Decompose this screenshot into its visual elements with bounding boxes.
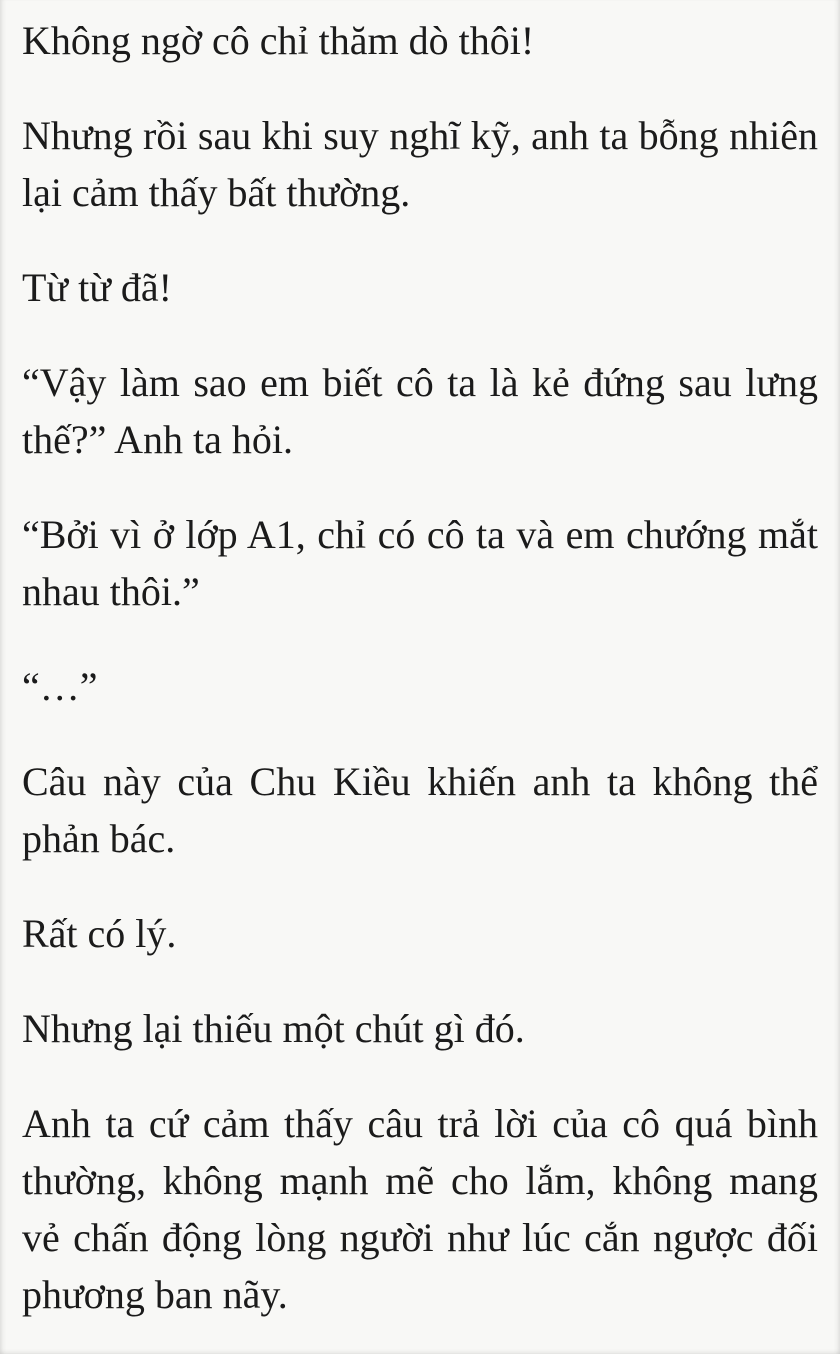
paragraph: Nhưng lại thiếu một chút gì đó. bbox=[22, 1006, 525, 1051]
paragraph: Anh ta cứ cảm thấy câu trả lời của cô quá bình thường, không mạnh mẽ cho lắm, không mang vẻ chấn động lòng người như lúc cắn ngược đối phương ban nãy. bbox=[22, 1101, 818, 1317]
paragraph: Nhưng rồi sau khi suy nghĩ kỹ, anh ta bỗng nhiên lại cảm thấy bất thường. bbox=[22, 113, 818, 215]
paragraph: Câu này của Chu Kiều khiến anh ta không thể phản bác. bbox=[22, 759, 818, 861]
paragraph: “Bởi vì ở lớp A1, chỉ có cô ta và em chướng mắt nhau thôi.” bbox=[22, 512, 818, 614]
paragraph: Từ từ đã! bbox=[22, 265, 172, 310]
paragraph: “…” bbox=[22, 664, 98, 709]
paragraph: Rất có lý. bbox=[22, 911, 177, 956]
paragraph: “Vậy làm sao em biết cô ta là kẻ đứng sau lưng thế?” Anh ta hỏi. bbox=[22, 360, 818, 462]
paragraph: Không ngờ cô chỉ thăm dò thôi! bbox=[22, 18, 535, 63]
